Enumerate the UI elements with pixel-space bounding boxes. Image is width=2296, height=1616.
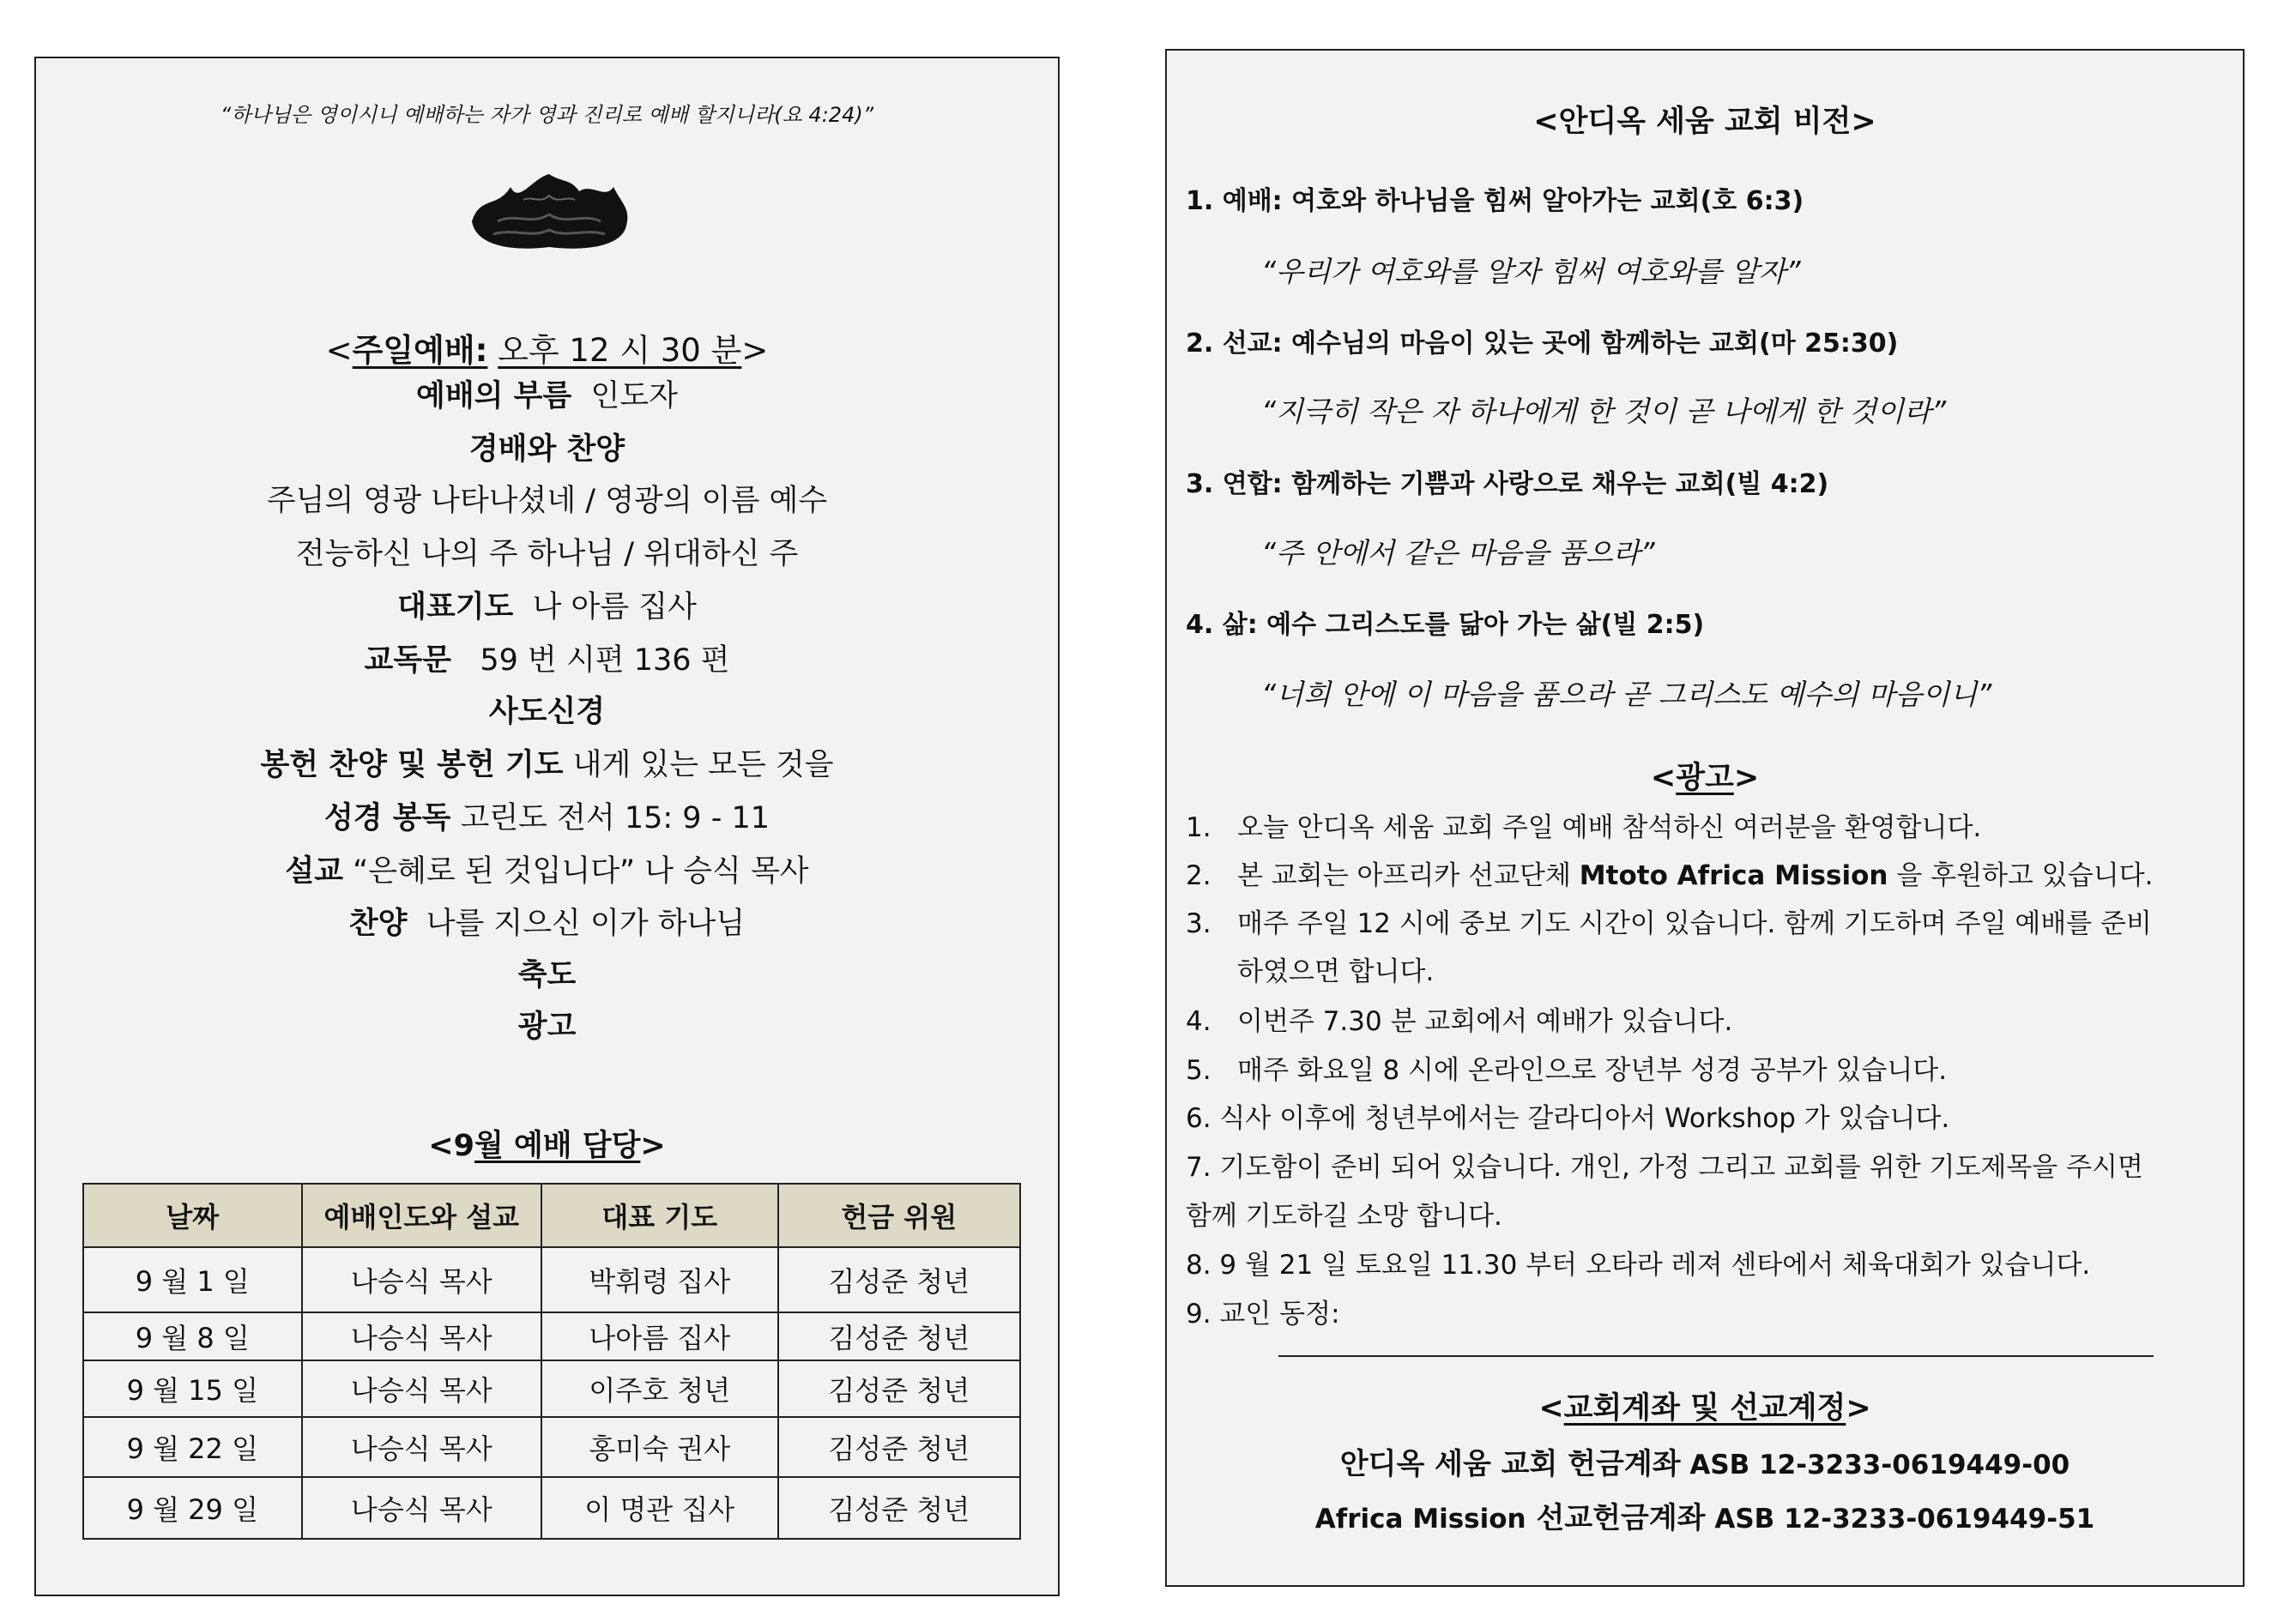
order-item	[36, 741, 1058, 784]
announcement-item	[1186, 1145, 2143, 1184]
order-item-label: 대표기도	[397, 590, 514, 624]
announcement-number: 5.	[1186, 1055, 1211, 1086]
order-item	[36, 794, 1058, 837]
order-item	[36, 951, 1058, 994]
table-header-cell: 예배인도와 설교	[302, 1184, 541, 1247]
announcement-number: 2.	[1186, 860, 1211, 891]
table-cell: 김성준 청년	[778, 1417, 1021, 1477]
table-cell: 9 월 15 일	[83, 1360, 302, 1417]
vision-heading: 4. 삶: 예수 그리스도를 닮아 가는 삶(빌 2:5)	[1186, 610, 1705, 640]
accounts-title: <교회계좌 및 선교계정>	[1538, 1391, 1871, 1426]
announcements-title: <광고>	[1650, 761, 1760, 795]
order-item-label: 성경 봉독	[323, 801, 451, 835]
duty-schedule-table	[82, 1183, 1021, 1540]
announcement-text: 하였으면 합니다.	[1237, 956, 1435, 987]
month-duty-title: <9월 예배 담당>	[428, 1129, 666, 1163]
order-item-text: 주님의 영광 나타나셨네 / 영광의 이름 예수	[266, 484, 828, 518]
announcement-text: 9. 교인 동정:	[1186, 1299, 1340, 1330]
vision-heading: 3. 연합: 함께하는 기쁨과 사랑으로 채우는 교회(빌 4:2)	[1186, 469, 1829, 499]
table-cell: 이주호 청년	[541, 1360, 777, 1417]
announcement-text: 6. 식사 이후에 청년부에서는 갈라디아서 Workshop 가 있습니다.	[1186, 1103, 1950, 1134]
table-cell: 김성준 청년	[778, 1360, 1021, 1417]
table-cell: 김성준 청년	[778, 1477, 1021, 1539]
announcement-item	[1186, 1243, 2090, 1281]
table-cell: 9 월 22 일	[83, 1417, 302, 1477]
announcement-item	[1186, 999, 1732, 1038]
table-cell: 김성준 청년	[778, 1247, 1021, 1312]
table-cell: 이 명관 집사	[541, 1477, 777, 1539]
announcement-item	[1186, 950, 1434, 988]
announcement-text: 매주 화요일 8 시에 온라인으로 장년부 성경 공부가 있습니다.	[1237, 1055, 1948, 1086]
announcement-item	[1186, 853, 2153, 892]
announcement-number: 1.	[1186, 812, 1211, 843]
table-cell: 나아름 집사	[541, 1312, 777, 1360]
table-header-row	[83, 1184, 1020, 1247]
mission-name: Mtoto Africa Mission	[1579, 860, 1888, 891]
announcement-text: 본 교회는 아프리카 선교단체	[1237, 860, 1580, 891]
table-row	[83, 1247, 1020, 1312]
vision-heading: 1. 예배: 여호와 하나님을 힘써 알아가는 교회(호 6:3)	[1186, 186, 1804, 216]
order-item-text: 고린도 전서 15: 9 - 11	[450, 801, 770, 835]
vision-quote: “너희 안에 이 마음을 품으라 곧 그리스도 예수의 마음이니”	[1261, 678, 1992, 711]
order-item-label: 봉헌 찬양 및 봉헌 기도	[260, 748, 564, 782]
announcement-item	[1186, 1194, 1502, 1233]
table-cell: 나승식 목사	[302, 1360, 541, 1417]
announcement-item	[1186, 805, 1981, 844]
divider	[1278, 1355, 2154, 1357]
order-item-text: 인도자	[571, 379, 678, 413]
table-cell: 김성준 청년	[778, 1312, 1021, 1360]
order-item	[36, 372, 1058, 415]
announcement-text: 8. 9 월 21 일 토요일 11.30 부터 오타라 레져 센타에서 체육대회가 있습니다.	[1186, 1250, 2091, 1281]
order-item-text: 나 아름 집사	[513, 590, 697, 624]
table-cell: 홍미숙 권사	[541, 1417, 777, 1477]
order-item-text: 전능하신 나의 주 하나님 / 위대하신 주	[295, 537, 799, 571]
order-item-label: 예배의 부름	[416, 379, 572, 413]
announcement-text: 오늘 안디옥 세움 교회 주일 예배 참석하신 여러분을 환영합니다.	[1237, 812, 1982, 843]
table-cell: 9 월 8 일	[83, 1312, 302, 1360]
bulletin-left-page	[34, 57, 1060, 1596]
order-item-text: 59 번 시편 136 편	[450, 643, 730, 678]
church-account: 안디옥 세움 교회 헌금계좌 ASB 12-3233-0619449-00	[1339, 1447, 2070, 1481]
table-row	[83, 1417, 1020, 1477]
order-item-label: 설교	[285, 854, 344, 889]
table-cell: 9 월 1 일	[83, 1247, 302, 1312]
order-item-text: 나를 지으신 이가 하나님	[407, 907, 746, 941]
order-item	[36, 688, 1058, 731]
order-item	[36, 900, 1058, 943]
announcement-text: 을 후원하고 있습니다.	[1888, 860, 2154, 891]
order-item	[36, 477, 1058, 520]
table-row	[83, 1477, 1020, 1539]
order-item	[36, 583, 1058, 626]
table-cell: 나승식 목사	[302, 1477, 541, 1539]
table-header-cell: 대표 기도	[541, 1184, 777, 1247]
order-item	[36, 636, 1058, 679]
vision-quote: “지극히 작은 자 하나에게 한 것이 곧 나에게 한 것이라”	[1261, 395, 1947, 428]
table-row	[83, 1360, 1020, 1417]
announcement-item	[1186, 901, 2152, 940]
announcement-text: 매주 주일 12 시에 중보 기도 시간이 있습니다. 함께 기도하며 주일 예배를 준비	[1237, 908, 2152, 939]
table-header-cell: 헌금 위원	[778, 1184, 1021, 1247]
order-item	[36, 425, 1058, 468]
service-title: <주일예배: 오후 12 시 30 분>	[325, 332, 769, 369]
order-item-label: 사도신경	[488, 695, 606, 729]
order-item-label: 찬양	[348, 907, 408, 941]
order-item-text: 내게 있는 모든 것을	[563, 748, 834, 782]
announcement-text: 7. 기도함이 준비 되어 있습니다. 개인, 가정 그리고 교회를 위한 기도제목을 주시면	[1186, 1152, 2143, 1183]
announcement-item	[1186, 1048, 1947, 1087]
vision-quote: “우리가 여호와를 알자 힘써 여호와를 알자”	[1261, 255, 1801, 288]
vision-title: <안디옥 세움 교회 비전>	[1533, 105, 1876, 139]
church-logo-icon	[463, 161, 635, 256]
order-item	[36, 530, 1058, 573]
order-item-label: 광고	[517, 1010, 577, 1044]
order-item	[36, 1003, 1058, 1046]
table-cell: 나승식 목사	[302, 1312, 541, 1360]
bulletin-right-page	[1165, 49, 2245, 1587]
table-cell: 9 월 29 일	[83, 1477, 302, 1539]
header-verse: “하나님은 영이시니 예배하는 자가 영과 진리로 예배 할지니라(요 4:24)”	[220, 103, 874, 127]
announcement-text: 함께 기도하길 소망 합니다.	[1186, 1201, 1502, 1232]
mission-account: Africa Mission 선교헌금계좌 ASB 12-3233-0619449-51	[1314, 1501, 2095, 1535]
order-item-label: 축도	[517, 958, 577, 992]
table-row	[83, 1312, 1020, 1360]
table-cell: 나승식 목사	[302, 1417, 541, 1477]
announcement-text: 이번주 7.30 분 교회에서 예배가 있습니다.	[1237, 1006, 1733, 1037]
vision-heading: 2. 선교: 예수님의 마음이 있는 곳에 함께하는 교회(마 25:30)	[1186, 329, 1899, 359]
order-item-label: 경배와 찬양	[468, 432, 625, 467]
vision-quote: “주 안에서 같은 마음을 품으라”	[1261, 536, 1655, 570]
announcement-number: 3.	[1186, 908, 1211, 939]
announcement-number: 4.	[1186, 1006, 1211, 1037]
order-item-text: “은혜로 된 것입니다” 나 승식 목사	[343, 854, 809, 889]
order-item-label: 교독문	[364, 643, 451, 678]
order-item	[36, 847, 1058, 890]
table-cell: 나승식 목사	[302, 1247, 541, 1312]
table-header-cell: 날짜	[83, 1184, 302, 1247]
table-cell: 박휘령 집사	[541, 1247, 777, 1312]
announcement-item	[1186, 1292, 1340, 1330]
announcement-item	[1186, 1096, 1949, 1135]
